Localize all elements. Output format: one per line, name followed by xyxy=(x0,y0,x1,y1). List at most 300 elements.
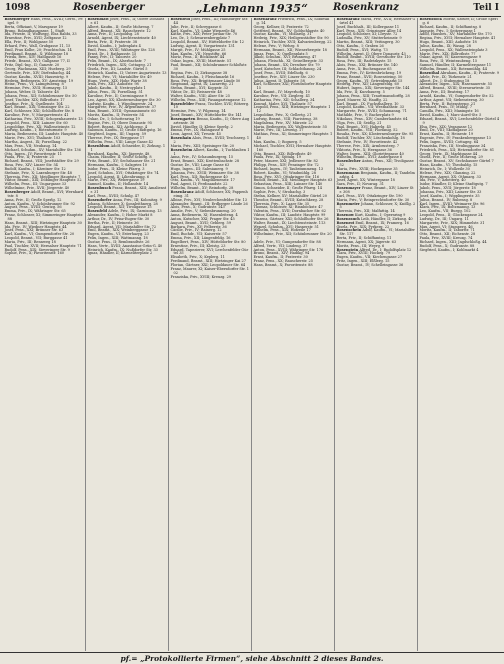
entry-text: Albine, Priv., XVI; Neulerchenfelder Str. 13 xyxy=(170,197,247,202)
entry-text: Hans, Kaufm., VI; Theobaldg. 15 xyxy=(419,163,478,168)
directory-entry xyxy=(420,249,500,253)
entry-text: Alexander, Beamt., III; Erdberger Lände 26 xyxy=(170,201,248,206)
surname-heading: Rosenfelder xyxy=(170,101,195,106)
entry-text: Josef, Schuhm., XVI; Ottakringer Str. 74 xyxy=(87,170,159,175)
entry-text: Marie, Priv., XVI; Thaliastr. 103 xyxy=(4,136,61,141)
entry-text: Ignaz, Pens., X; Quellenplatz 5 xyxy=(253,51,308,56)
entry-text: August, Beamt., XVII; Geblerg. 59 xyxy=(170,220,231,225)
entry-text: Nikolaus, Pens., XIV; Cumberlandstr. 64 xyxy=(336,116,408,121)
entry-text: Heinr., Pens., VI; Laimgrubeng. 8 xyxy=(4,82,64,87)
entry-text: Friedr., Beamt., XVI; Gallgasse 77, II xyxy=(4,59,70,64)
entry-text: Karoline, Priv., V; Margaretenstr. 41 xyxy=(4,113,69,118)
entry-text: Karl, Pens., XVIII; Schulg. 47 xyxy=(87,193,140,198)
directory-column xyxy=(335,18,418,651)
entry-text: Otto, Beamt., XIX; Billrothstr. 49 xyxy=(253,151,312,156)
entry-text: Felix, Ingen., XIII; Wattmanng. 18 xyxy=(87,236,148,241)
entry-text: Gottfried, Beamt., XV; Goldschlagstr. 40 xyxy=(253,28,325,33)
entry-text: Josef, Pens., XVIII; Edelhofg. 6 xyxy=(253,70,308,75)
right-running-heading: Rosenkranz xyxy=(333,2,399,13)
entry-text: Moritz, Pens., III; Weyrg. 6 xyxy=(336,243,385,248)
entry-text: Arnold, Kaufm., VI; Gumpendorfer Str. 52 xyxy=(419,93,494,98)
entry-text: Alfred, Dr., I; Rudolfsplatz 12 xyxy=(359,247,412,252)
entry-text: Karl, Beamt., IV; Mayerhofg. 10 xyxy=(253,90,310,95)
entry-text: Martha, Angest., IX; Porzellang. 22 xyxy=(4,140,68,144)
entry-text: Ludwig, Kaufm., I; Rotenturmstr. 9 xyxy=(4,128,67,133)
entry-text: Benjamin, Kaufm., II; Tandelmarktg. 4 xyxy=(339,170,415,179)
directory-entry xyxy=(254,264,333,268)
entry-text: Margarete, Priv., XVIII; Schumanng. 71 xyxy=(336,109,407,114)
entry-text: Viktor, Dr., III; Reisnerstr. 48 xyxy=(170,90,222,95)
entry-text: Rudolf, Beamt., XVIII; Gersthofer Str. 110 xyxy=(336,55,411,60)
entry-text: Käthe, Priv., XIX; Peter-Jordan-Str. 70 xyxy=(170,32,238,37)
entry-text: Ida, Priv., IV; Wiedner Hauptstr. 44 xyxy=(4,224,67,229)
entry-text: Fritz, Beamt., XV; Sechshauser Str. 21 xyxy=(87,159,156,164)
entry-text: Robert, Beamt., XII; Aichhorng. 4 xyxy=(87,124,148,129)
directory-entry xyxy=(171,276,250,280)
entry-text: Franz, Maurer, XI; Kaiser-Ebersdorfer Str. 102 xyxy=(170,266,249,275)
entry-text: Hugo, Beamt., XIII; Auhofstr. 18 xyxy=(419,40,477,45)
entry-text: Viktor, Kaufm., III; Landstr. Hauptstr. 99 xyxy=(253,213,326,218)
entry-text: Leopold, Beamt., XV; Hütteldorfer Str. 12 xyxy=(170,40,244,45)
entry-text: Maria, Priv., XVIII; Hockegasse 35 xyxy=(336,166,398,171)
entry-text: Konrad, Maler, XVI; Thaliastr. 57 xyxy=(253,101,312,106)
entry-text: Karl, Kaufm., VI; Linke Wienzeile 46 xyxy=(170,28,236,33)
entry-text: Wilhelmine, Priv., XVII; Jörgerstr. 40 xyxy=(4,186,70,191)
entry-text: Marie, Priv., XIX; Billrothstr. 77 xyxy=(419,51,476,56)
entry-text: Albert, Kaufm., II; Große Mohreng. 7 xyxy=(87,24,154,29)
entry-text: Walter, Kaufm., VIII; Alser Str. 25 xyxy=(170,93,230,98)
entry-text: Marie, Priv., III; Löweng. 17 xyxy=(253,128,304,133)
entry-text: Theodor, Beamt., XVIII; Kutschkerg. 28 xyxy=(253,197,324,202)
entry-text: Adolf, Schneider, II; Zirkusg. 11 xyxy=(90,143,166,152)
entry-text: Gustav, Kaufm., XVIII; Hauswirtg. 9 xyxy=(4,74,69,79)
entry-text: David, Kaufm., I; Judenplatz 4 xyxy=(87,43,141,48)
entry-text: Emil, Pens., XVIII; Währinger Str. 128 xyxy=(87,47,155,52)
entry-text: Paula, Priv., XVIII; Kreuzg. 74 xyxy=(419,236,473,241)
entry-text: Helene, Priv., VI; Mariahilfer Str. 49 xyxy=(87,74,152,79)
entry-text: Ernst, Beamt., XIX; Krottenbachstr. 28 xyxy=(170,159,240,164)
entry-text: Hans, Beamt., XIII; Hietzinger Hauptstr. 30 xyxy=(4,220,82,225)
entry-text: Hubert, Ingen., XIX; Sieveringer Str. 144 xyxy=(336,86,410,91)
entry-text: Ludwig, Agent, II; Vorgartenstr. 131 xyxy=(170,43,235,48)
entry-text: Leopold, Pens., II; Glockengasse 24 xyxy=(419,213,483,218)
entry-text: Karl, Pens., XII; Ruckergasse 40 xyxy=(170,174,228,179)
entry-text: Johann, Weber, II; Taborstr. 48 xyxy=(4,90,59,95)
entry-text: Gustav, Beamt., XV; Sechshauser Gürtel 7 xyxy=(419,159,494,164)
entry-text: Emma, Priv., IX; Währinger Str. 65 xyxy=(4,209,66,214)
entry-text: Friedrich, Pens., XII; Hetzendorfer Str. 81 xyxy=(419,147,495,152)
entry-text: Bernhard, Pens., IV; Mühlg. 7 xyxy=(419,105,472,110)
entry-text: Leo, Kaufm., VII; Burgg. 102 xyxy=(419,209,471,214)
entry-text: Ludmilla, Priv., XV; Stutterheimstr. 9 xyxy=(336,36,402,41)
entry-text: Alfred, Beamt., XX; Rauscherstr. 12 xyxy=(87,28,151,33)
entry-text: Adolf, Kaufm., VI; Mariahilfer Str. 117 xyxy=(339,228,415,237)
entry-text: Max, Pens., VII; Neubaug. 14 xyxy=(4,143,57,148)
entry-text: Rosa, Priv., XIV; Linzer Str. 54 xyxy=(4,163,58,168)
entry-text: Adele, Priv., IX; Türkenstr. 21 xyxy=(419,74,472,79)
entry-text: Margarete, Priv., XIX; Himmelstr. 31 xyxy=(419,220,485,225)
entry-text: Karoline, Priv., VII; Zieglerg. 41 xyxy=(253,93,311,98)
entry-text: Gustav, Beamt., IV; Schelleingasse 36 xyxy=(336,263,404,267)
entry-text: Jakob, Kaufm., II; Nestroyplatz 1 xyxy=(87,86,146,91)
entry-text: Friedrich, Ingen., XIX; Cottageg. 21 xyxy=(87,63,152,68)
entry-text: Adolf, Schlosser, XX; Pappenheimg. 31 xyxy=(173,189,248,198)
entry-text: Kurt, Kaufm., I; Opernring 9 xyxy=(354,213,406,218)
directory-column xyxy=(418,18,501,651)
entry-text: Ernst, Kaufm., II; Heinestr. 19 xyxy=(419,132,474,137)
entry-text: Helene, Priv., V; Wehrg. 8 xyxy=(253,43,299,48)
entry-text: Rosa, Priv., II; Weintraubeng. 15 xyxy=(419,59,478,64)
entry-text: Gisela, Priv., XIX; Pyrkerg. 22 xyxy=(336,224,390,229)
entry-text: Hermann, Beamt., XII; Wienerbergstr. 18 xyxy=(253,47,327,52)
entry-text: Stefanie, Priv., IV; Favoritenstr. 42 xyxy=(336,140,398,144)
surname-heading: Rosenmayer xyxy=(336,186,361,191)
surname-heading: Rosenthal xyxy=(419,70,440,75)
entry-text: Eugen, Kaufm., VI; Esterhazyg. 23 xyxy=(87,232,149,237)
entry-text: Regina, Priv., XVII; Hernalser Hauptstr. 41 xyxy=(419,36,496,41)
entry-text: Paula, Priv., IX; Spitalg. 19 xyxy=(253,155,301,160)
entry-text: Eduard, Beamt., XVI; Lerchenfelder Gürtel 49 xyxy=(419,116,500,125)
entry-text: Berta, Priv., II; Rotensterng. 21 xyxy=(419,101,476,106)
entry-text: Karl, Kaufm., VI; Gumpendorfer Str. 20 xyxy=(4,232,75,237)
entry-text: Alexander, Ingen., XIX; Hasenauerstr. 55 xyxy=(419,82,493,87)
entry-text: Franz, Tischler, XVII; Rötzerg. 10 xyxy=(173,101,250,110)
entry-text: Barbara, Priv., XV; Felberstr. 36 xyxy=(170,224,227,229)
entry-text: Viktor, Beamt., XIX; Döblinger Hauptstr. 52 xyxy=(4,178,82,183)
entry-text: Therese, Priv., XIX; Armbrusterg. 7 xyxy=(336,143,400,148)
entry-text: Josef, Pens., XXI; Brünner Str. 63 xyxy=(4,228,64,233)
entry-text: Johann, Fleischh., XI; Geiselbergstr. 33 xyxy=(253,59,323,64)
entry-text: Karl, Pens., XIX; Grinzinger Allee 14 xyxy=(336,28,402,33)
entry-text: Amalie, Priv., V; Siebenbrunneng. 20 xyxy=(170,209,236,214)
entry-text: Gisela, Priv., II; Große Mohreng. 29 xyxy=(419,155,483,160)
entry-text: Abraham, Kaufm., II; Praterstr. 9 xyxy=(440,70,499,75)
left-running-heading: Rosenberger xyxy=(73,2,145,13)
entry-text: Ella, Priv., II; Wohlgasse 50 xyxy=(4,40,54,45)
entry-text: Eugen, Kaufm., VII; Kirchengasse 27 xyxy=(336,255,403,260)
entry-text: Georg, Kellner, II; Praterstr. 72 xyxy=(253,24,309,29)
entry-text: Fritz, Dipl.-Ing., II; Ganzstr. 20 xyxy=(4,63,60,68)
entry-text: Josef, Pens., II; Obere Donaustr. 61 xyxy=(90,18,165,25)
entry-text: Arthur, Agent, VII; Siebensterng. 30 xyxy=(419,97,484,102)
surname-heading: Rosenkranz xyxy=(253,18,277,21)
entry-text: Anna, Priv., II; Große Sperlg. 12 xyxy=(4,197,62,202)
entry-text: Friedrich, Pens., IX; Sobieskig. 14 xyxy=(256,18,330,25)
entry-text: Rosa, Priv., III; Radetzkystr. 15 xyxy=(336,59,392,64)
surname-heading: Rosenstein xyxy=(336,247,359,252)
entry-text: Hedwig, Priv., XII; Längenfeldg. 60 xyxy=(336,82,399,87)
page-footer: pf.= „Protokollierte Firmen“, siehe Abschnitt 2 dieses Bandes. xyxy=(0,652,504,664)
entry-text: Sebastian, Pens., XIII; Lainzer Str. 140 xyxy=(253,182,323,187)
entry-text: Josefine, Priv., X; Quellenstr. 104 xyxy=(4,101,63,106)
directory-column xyxy=(86,18,169,651)
entry-text: Adolf, Beamt., XVI; Wernhardtstr. 8 xyxy=(7,189,84,198)
entry-text: Richard, Kaufm., I; Fleischmarkt 16 xyxy=(170,74,235,79)
directory-entry xyxy=(5,252,84,256)
entry-text: Maria, Bedienerin, XX; Wallensteinstr. 55 xyxy=(253,124,327,129)
surname-heading: Rosenlecher xyxy=(336,159,361,164)
entry-text: Hedwig, Priv., XIX; Heiligenstädter Str. 90 xyxy=(253,36,329,41)
entry-text: Anna, Bedienerin, XI; Hasenleiteng. 4 xyxy=(170,213,238,218)
entry-text: Johann, Beamt., XX; Dresdner Str. 79 xyxy=(253,63,320,68)
directory-column xyxy=(3,18,86,651)
entry-text: Rosa, Priv., XVI; Ottakringer Str. 116 xyxy=(253,174,320,179)
entry-text: Albert, Kaufm., I; Tuchlauben 11 xyxy=(173,147,250,156)
entry-text: Sara, Priv., II; Novarag. 31 xyxy=(336,182,384,187)
entry-text: Max, Beamt., XVIII; Gymnasiumstr. 60 xyxy=(87,109,156,114)
entry-text: Felix, Ingen., XVIII; Cottageg. 64 xyxy=(419,140,479,144)
entry-text: Moritz, Sattler, II; Große Sperlg. 6 xyxy=(422,18,498,25)
entry-text: Franziska, Priv., III; Neulinggasse 34 xyxy=(419,143,486,148)
entry-text: Rudolf, Pens., XIX; Sieveringer Str. 9 xyxy=(4,247,70,252)
entry-text: Paul, Agent, II; Ferdinandstr. 22 xyxy=(170,182,228,187)
entry-text: Emil, Beamt., IX; Pramerg. 16 xyxy=(355,220,409,225)
entry-text: Isidor, Händler, II; Kleine Stadtgutg. 7 xyxy=(419,182,488,187)
entry-text: Franz, Beamt., XIII; Amalienstr. 31 xyxy=(90,186,167,194)
entry-text: Ferdinand, Beamt., X; Wildgasse 18 xyxy=(4,51,69,56)
entry-text: David, Kaufm., I; Marc-Aurel-Str. 5 xyxy=(419,113,482,118)
entry-text: Ludwig, Beamt., VIII; Piaristeng. 38 xyxy=(253,116,318,121)
entry-text: Leib, Händler, II; Zirkusg. 40 xyxy=(360,216,413,221)
entry-text: Therese, Priv., IX; Berggasse 17 xyxy=(87,136,145,141)
entry-text: Isidor, Pens., II; Kleine Pfarrg. 3 xyxy=(87,166,145,171)
entry-text: Helene, Priv., XIX; Glanzing. 22 xyxy=(419,170,476,175)
volume-part: Teil I xyxy=(473,3,499,13)
entry-text: Karl, Pens., XVI; Ottakringer Str. 190 xyxy=(336,193,403,198)
entry-text: Philipp, Pens., XIV; Penzinger Str. 72 xyxy=(253,163,319,168)
entry-text: August, Pens., XVIII; Gentzg. 56 xyxy=(4,205,62,210)
entry-text: Hermann, Kaufm., I; Salzgries 10 xyxy=(87,163,147,168)
entry-text: Florian, Gärtner, XXI; Leopoldauer Str. 64 xyxy=(170,263,246,267)
entry-text: Josef, Maurer, XI; Hauffg. 22 xyxy=(336,97,388,102)
entry-text: Josef, Buchhalt., III; Kollergasse 11 xyxy=(336,24,400,29)
entry-text: Theresia, Priv., XII; Meidlinger Hauptstr. 7 xyxy=(4,174,81,179)
entry-text: Anna, Priv., II; Leopoldsg. 28 xyxy=(87,32,139,37)
entry-text: Regina, Priv., II; Zirkusgasse 38 xyxy=(170,70,228,75)
entry-text: Theresia, Priv., XII; Malfattig. 14 xyxy=(336,209,395,214)
entry-text: Leopoldine, Priv., XX; Wallensteinstr. 12 xyxy=(4,124,76,129)
entry-text: Peter, Maurer, XXI; Jedleseer Str. 82 xyxy=(253,159,319,164)
entry-text: Karl, Schlosser, XXI; Schloßhofer Str. 8 xyxy=(4,109,75,114)
entry-text: Adele, Priv., VI; Gumpendorfer Str. 88 xyxy=(253,239,321,244)
entry-text: Viktoria, Priv., X; Herzgasse 36 xyxy=(336,147,392,152)
entry-text: Otto, Ingen., IV; Favoritenstr. 11 xyxy=(4,151,62,156)
entry-text: Irma, Priv., XIII; Auhofstr. 98 xyxy=(87,82,139,87)
entry-text: Ida, Private, II; Wolfsegg, Elsa Rabbi, 33 xyxy=(4,32,77,37)
entry-text: Anna, Priv., III; Beatrixg. 17 xyxy=(419,90,470,95)
entry-text: Mathias, Pens., XI; Simmeringer Hauptstr. 140 xyxy=(253,132,333,141)
entry-text: Johann, Schlosser, X; Sonnleithnerg. 28 xyxy=(87,201,158,206)
entry-text: Thomas, Schlosser, XI; Rinnböckstr. 47 xyxy=(253,205,323,210)
entry-text: Hedwig, Bedienerin, XV; Arnsteing. 19 xyxy=(4,78,74,83)
entry-text: Ludwig, Dr., III; Ungarg. 11 xyxy=(419,216,469,221)
entry-text: Emma, Priv., IV; Kettenbrückeng. 19 xyxy=(336,70,402,75)
surname-heading: Rosenblum xyxy=(87,143,110,148)
entry-text: Leopold, Beamt., XII; Tivoligasse 15 xyxy=(87,205,152,210)
entry-text: Fanny, Priv., II; Taborstr. 20 xyxy=(87,55,137,60)
entry-text: Franz, Beamt., XIV; Linzer Str. 308 xyxy=(339,186,414,194)
entry-text: Hermine, Priv., XVII; Hormayrg. 15 xyxy=(4,86,68,91)
entry-text: Rosalia, Priv., XX; Klosterneuburger Str. 95 xyxy=(336,132,414,137)
entry-text: Max, Agent, VI; Stumperg. 46 xyxy=(419,224,473,229)
entry-text: Karl, Ingen., XVIII; Weimarer Str. 96 xyxy=(419,201,485,206)
entry-text: Georg, Kaufm., VI; Getreidemarkt 15 xyxy=(336,78,403,83)
entry-text: Josef, Agent, XX; Wintergasse 18 xyxy=(336,178,395,183)
entry-text: Vinzenz, Gärtner, XXI; Schloßhofer Str. 26 xyxy=(253,216,329,221)
entry-text: Wenzel, Schuhm., XVI; Hasnerstr. 51 xyxy=(253,224,319,229)
entry-text: Ludwig, Kaufm., I; Wipplingerstr. 24 xyxy=(87,101,153,106)
entry-text: Hermine, Priv., V; Pilgramg. 14 xyxy=(170,109,226,114)
entry-text: Alois, Pens., XVIII; Teschnerg. 12 xyxy=(173,136,250,144)
surname-heading: Rosenblatt xyxy=(87,18,109,21)
entry-text: Moritz, Kaufm., II; Praterstr. 54 xyxy=(87,113,144,118)
entry-text: Hermann, Agent, XX; Jägerstr. 63 xyxy=(336,239,397,244)
entry-text: Wilhelm, Beamt., XV; Reindorfg. 28 xyxy=(170,186,234,191)
entry-text: Sophie, Priv., X; Favoritenstr. 160 xyxy=(4,251,65,256)
surname-heading: Rosenberger xyxy=(4,18,30,21)
entry-text: Oskar, Dr., I; Schottenring 19 xyxy=(87,116,140,121)
entry-text: Anton, Kutscher, XXI; Prager Str. 45 xyxy=(170,216,235,221)
entry-text: Rudolf, Tischler, XV; Löschenkohlg. 18 xyxy=(336,136,405,141)
entry-text: Hans, Beamt., X; Favoritenstr. 88 xyxy=(253,263,313,267)
surname-heading: Rosenow xyxy=(336,213,354,218)
entry-text: Richard, Ingen., IV; Taubstummeng. 13 xyxy=(253,166,324,171)
surname-heading: Rosenhain xyxy=(170,136,192,141)
entry-text: Katharina, Priv., XVIII; Schopenhauerstr. 13 xyxy=(4,116,83,121)
entry-text: Samuel, Kaufm., II; Hollandstr. 14 xyxy=(87,182,149,187)
entry-text: Gisela, Priv., III; Landstr. Gürtel 5 xyxy=(87,66,148,71)
entry-text: Max, Kaufm., VII; Neustiftg. 66 xyxy=(170,51,227,56)
entry-text: Emil, Beamt., XIX; Weinberggasse 12 xyxy=(87,228,154,233)
entry-text: Hermann, Agent, XX; Othmarg. 33 xyxy=(419,174,481,179)
surname-heading: Rosenfeld xyxy=(87,209,107,214)
entry-text: Leo, Dr., I; Schwarzenbergplatz 7 xyxy=(170,36,231,41)
entry-text: Franz, Schlosser, XI; Simmeringer Hauptstr. 88 xyxy=(4,213,84,221)
entry-text: Anton, Pens., XII; Tivoligasse 52 xyxy=(339,159,414,168)
surname-heading: Rosenberger xyxy=(4,189,30,194)
entry-text: Leopold, Pens., XIII; Lainzer Str. 60 xyxy=(4,120,68,125)
entry-text: Jakob, Pens., XVII; Jörgerstr. 18 xyxy=(419,186,476,191)
entry-text: Karl, Schlosser, XXI; Floridsdorfer Hauptstr. 15 xyxy=(253,82,333,91)
entry-text: Elsa, Priv., XIX; Vegagasse 12 xyxy=(419,124,473,129)
entry-text: Rosa, Priv., XX; Brigittenauer Lände 50 xyxy=(170,78,241,83)
entry-text: Emma, Priv., IX; Hahngasse 6 xyxy=(170,128,224,133)
entry-text: Ida, Priv., II; Kurzbauerg. 5 xyxy=(336,90,385,95)
entry-text: Anton, Pens., XVIII; Währinger Str. 176 xyxy=(253,247,324,252)
entry-text: Berta, Priv., II; Praterstr. 38 xyxy=(87,40,138,45)
directory-column xyxy=(169,18,252,651)
entry-text: Leopold, Pens., XIII; Hietzinger Hauptstr. 112 xyxy=(253,105,331,114)
entry-text: Rudolf, Pens., XVI; Wattg. 73 xyxy=(336,47,388,52)
entry-text: Leon, Agent, XX; Treustr. 45 xyxy=(170,132,221,137)
entry-text: Margit, Priv., IV; Mühlgasse 25 xyxy=(170,47,226,52)
entry-text: Julie, Priv., II; Schreygasse 6 xyxy=(170,24,222,29)
surname-heading: Rosendorfer xyxy=(87,197,112,202)
surname-heading: Rosenschein xyxy=(336,228,362,233)
entry-text: Eduard, Tapezierer, XVI; Lerchenfelder Gürtel 35 xyxy=(170,247,249,256)
entry-text: David, Händler, II; Kleine Sperlg. 2 xyxy=(170,124,233,129)
entry-text: Auguste, Priv., I; Seitzergasse 1 xyxy=(419,28,476,33)
entry-text: Samuel, Händler, II; Karmelitergasse 11 xyxy=(419,63,492,68)
entry-text: Margarete, Priv., IV; Argentinierstr. 37 xyxy=(87,105,157,110)
entry-text: Franz, Pens., XX; Rauscherstr. 25 xyxy=(253,259,313,264)
entry-text: Karl, Beamt., IX; Fuchsthallerg. 10 xyxy=(336,101,399,106)
entry-text: Rudolf, Beamt., XII; Meidlinger Hauptstr. 63 xyxy=(253,178,333,183)
entry-text: Leo, Agent, XX; Klosterneuburger Str. 30 xyxy=(87,97,161,102)
entry-text: Alexander, Kaufm., I; Hoher Markt 8 xyxy=(87,213,153,218)
entry-text: Stefanie, Priv., X; Laxenburger Str. 48 xyxy=(4,170,73,175)
entry-text: Hugo, Ingen., III; Salesianerg. 9 xyxy=(170,166,228,171)
entry-text: Berta, Priv., II; Schiffamtsg. 11 xyxy=(336,236,392,241)
entry-text: Katharina, Priv., XII; Schallerg. 34 xyxy=(253,97,315,102)
entry-text: Johanna, Priv., XIII; Lainzer Str. 33 xyxy=(419,189,482,194)
entry-text: Bertha, Priv., II; Heinestr. 36 xyxy=(87,220,139,225)
entry-text: Josef, Pens., III; Hainburger Str. 44 xyxy=(173,18,248,25)
entry-text: Paul, Tischler, XVII; Hernalser Hauptstr. 71 xyxy=(4,243,82,248)
entry-text: Heinrich, Kaufm., II; Untere Augartenstr. 13 xyxy=(87,70,167,75)
entry-text: Mathilde, Priv., V; Bacherplatz 9 xyxy=(336,113,394,118)
entry-text: Klara, Priv., IX; Boltzmanng. 13 xyxy=(419,205,476,210)
entry-text: Johann, Pens., XII; Schönbrunner Str. 50 xyxy=(4,93,77,98)
entry-text: Marie, Priv., XX; Webergasse 19 xyxy=(87,178,145,183)
entry-text: Josef, Tischler, XIX; Billrothstr. 17 xyxy=(4,97,65,102)
entry-text: Wilhelm, Beamt., XVII; Andergasse 6 xyxy=(336,155,403,160)
entry-text: Maria, Priv., XIII; Speisinger Str. 20 xyxy=(170,143,235,148)
entry-text: Berta, Offiziant, V, Marsgasse 19 xyxy=(4,24,63,29)
entry-text: Robert, Kaufm., VI; Windmühlg. 28 xyxy=(253,170,316,175)
surname-heading: Rosenrauch xyxy=(336,216,360,221)
entry-text: Michael, Schuhm., XV; Mariahilfer Str. 136 xyxy=(4,147,81,152)
surname-heading: Rosenrot xyxy=(336,220,355,225)
directory-entry xyxy=(88,252,167,256)
entry-text: Ernst, Kaufm., II; Praterstr. 30 xyxy=(253,255,308,260)
entry-text: Johann, Pens., XIII; Trauttmansdorffg. 28 xyxy=(336,93,410,98)
entry-text: Moritz, Kaufm., II; Taborstr. 71 xyxy=(419,228,475,233)
entry-text: Julius, Pens., IX; Porzellang. 51 xyxy=(87,90,143,95)
entry-text: Albert, Dr., I; Stubenring 18 xyxy=(419,78,470,83)
surname-heading: Rosenkranz xyxy=(336,18,360,21)
entry-text: Erhard, Priv., Wall, Grubgasse 11, 15 xyxy=(4,43,71,48)
entry-text: Fritz, Ingen., XIII; Elßlerg. 15 xyxy=(336,259,390,264)
entry-text: Felix, Beamt., IX; Alserbachstr. 7 xyxy=(87,59,146,64)
entry-text: Elisabeth, Priv., X; Keplerg. 11 xyxy=(170,255,225,260)
entry-text: Moriz, Pens., II; Böcklinstr. 44 xyxy=(170,55,225,60)
entry-text: Karoline, Priv., II; Czerningasse 9 xyxy=(87,93,148,98)
entry-text: Josef, Kutscher, III; Schlachthausg. 24 xyxy=(253,66,322,71)
entry-text: Walter, Beamt., IX; Liechtensteinstr. 113 xyxy=(253,220,326,225)
entry-text: Siegfried, Kaufm., I; Kohlmarkt 4 xyxy=(419,247,479,252)
entry-text: Michael, Tischler, XVII; Hernalser Hauptstr. 160 xyxy=(253,143,332,152)
entry-text: Olga, Priv., III; Seidlg. 21 xyxy=(336,120,382,125)
entry-text: Ferdinand, Beamt., XIII; Hietzinger Kai 27 xyxy=(170,259,246,264)
entry-text: Alfred, Vertr., VII; Lindeng. 37 xyxy=(253,243,308,248)
entry-text: Otto, Kaufm., VI; Magdalenenstr. 17 xyxy=(170,178,235,183)
entry-text: Josef, Kaufm., I; Wipplingerstr. 35 xyxy=(419,193,480,198)
entry-text: Adolf, Hausbes., XV; Mariahilfer Str. 170 xyxy=(419,32,492,37)
entry-text: Leopold, Pens., XX; Wallensteinplatz 3 xyxy=(419,47,488,52)
entry-text: Magdalena, Priv., XV; Märzstr. 22 xyxy=(253,120,313,125)
entry-text: Maria, Priv., XVII; Hernalser Gürtel 41 xyxy=(339,18,416,25)
entry-text: Otto, Beamt., XII; Eichenstr. 28 xyxy=(419,232,476,237)
entry-text: Paul, Beamt., XVI; Haberlg. 45 xyxy=(336,124,392,129)
entry-text: Gustav, Pens., II; Rembrandtstr. 26 xyxy=(87,239,150,244)
entry-text: Gustav, Kaufm., VI; Mollardg. 31 xyxy=(253,32,312,37)
entry-text: Anna, Priv., III; Kolonitzg. 9 xyxy=(112,197,162,202)
entry-text: Jakob, Schuhm., XVI; Brunneng. 47 xyxy=(253,55,317,60)
entry-text: Wilhelm, Pens., XIII; Fasangartengasse 12 xyxy=(170,97,246,102)
entry-text: Leopold, Schlosser, XI; Lorystr. 72 xyxy=(336,32,398,37)
entry-text: Stefan, Beamt., XVI; Koppstr. 33 xyxy=(170,86,229,91)
